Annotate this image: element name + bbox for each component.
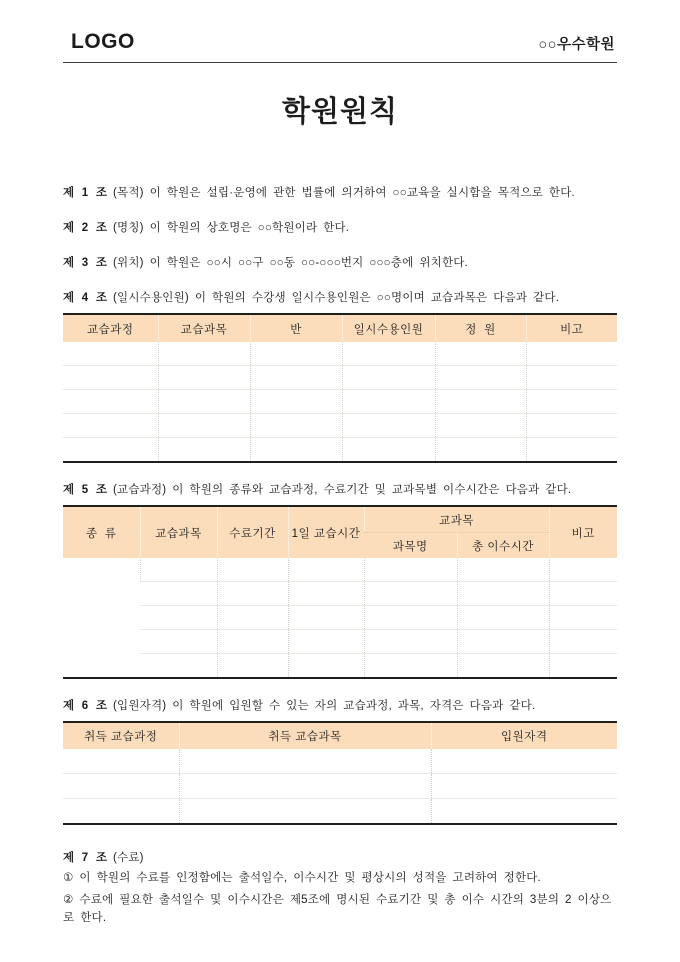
table-cell bbox=[140, 630, 217, 654]
admission-header-subject: 취득 교습과목 bbox=[179, 722, 431, 749]
table-row bbox=[63, 414, 617, 438]
table-cell bbox=[158, 390, 250, 414]
table-cell bbox=[140, 558, 217, 582]
table-cell bbox=[457, 654, 549, 679]
table-cell bbox=[140, 606, 217, 630]
table-cell bbox=[435, 366, 526, 390]
article-6-number: 제 6 조 bbox=[63, 700, 109, 712]
table-cell bbox=[158, 342, 250, 366]
article-2-number: 제 2 조 bbox=[63, 222, 109, 234]
table-row bbox=[63, 774, 617, 799]
table-cell bbox=[288, 582, 364, 606]
table-cell bbox=[63, 390, 158, 414]
table-cell bbox=[549, 558, 617, 582]
table-cell bbox=[179, 799, 431, 825]
table-row bbox=[63, 606, 617, 630]
table-cell bbox=[549, 654, 617, 679]
article-5-text: (교습과정) 이 학원의 종류와 교습과정, 수료기간 및 교과목별 이수시간은 다음과 같다. bbox=[113, 484, 572, 496]
logo-text: LOGO bbox=[71, 30, 135, 53]
table-row bbox=[63, 438, 617, 463]
table-cell bbox=[526, 342, 617, 366]
table-cell bbox=[63, 749, 179, 774]
academy-name: ○○우수학원 bbox=[538, 37, 615, 53]
table-row bbox=[63, 342, 617, 366]
capacity-header-note: 비고 bbox=[526, 314, 617, 342]
course-header-subject-group: 교과목 bbox=[364, 506, 549, 533]
table-cell bbox=[342, 438, 435, 463]
article-7-heading bbox=[63, 851, 617, 865]
course-table-header-row-1 bbox=[63, 506, 617, 533]
table-cell bbox=[435, 438, 526, 463]
table-row bbox=[63, 799, 617, 825]
table-cell bbox=[217, 558, 288, 582]
table-cell bbox=[217, 630, 288, 654]
course-header-daily-hours: 1일 교습시간 bbox=[288, 506, 364, 558]
table-cell bbox=[288, 558, 364, 582]
article-4-number: 제 4 조 bbox=[63, 292, 109, 304]
table-cell bbox=[364, 558, 457, 582]
table-cell bbox=[179, 774, 431, 799]
course-header-subject: 교습과목 bbox=[140, 506, 217, 558]
page-title: 학원원칙 bbox=[281, 96, 399, 128]
table-cell bbox=[526, 414, 617, 438]
table-cell bbox=[63, 774, 179, 799]
article-2 bbox=[63, 221, 617, 235]
article-5 bbox=[63, 483, 617, 497]
article-6 bbox=[63, 699, 617, 713]
article-4 bbox=[63, 291, 617, 305]
table-cell bbox=[342, 414, 435, 438]
table-cell bbox=[435, 414, 526, 438]
article-3-text: (위치) 이 학원은 ○○시 ○○구 ○○동 ○○-○○○번지 ○○○층에 위치한다. bbox=[113, 257, 468, 269]
table-cell bbox=[288, 630, 364, 654]
admission-table-header-row bbox=[63, 722, 617, 749]
table-cell bbox=[549, 630, 617, 654]
table-cell bbox=[63, 366, 158, 390]
table-cell bbox=[457, 630, 549, 654]
table-cell bbox=[250, 342, 342, 366]
course-header-subject-name: 과목명 bbox=[364, 533, 457, 559]
article-7-text: (수료) bbox=[113, 852, 144, 864]
table-cell bbox=[526, 390, 617, 414]
table-cell bbox=[431, 799, 617, 825]
table-cell bbox=[457, 558, 549, 582]
course-header-note: 비고 bbox=[549, 506, 617, 558]
table-cell bbox=[63, 438, 158, 463]
table-cell bbox=[250, 414, 342, 438]
table-cell bbox=[342, 390, 435, 414]
admission-header-course: 취득 교습과정 bbox=[63, 722, 179, 749]
table-cell bbox=[250, 390, 342, 414]
table-cell bbox=[549, 582, 617, 606]
table-cell bbox=[342, 366, 435, 390]
table-cell bbox=[549, 606, 617, 630]
table-cell bbox=[250, 438, 342, 463]
table-cell bbox=[431, 749, 617, 774]
capacity-table bbox=[63, 313, 617, 463]
article-1-number: 제 1 조 bbox=[63, 187, 109, 199]
table-cell bbox=[288, 606, 364, 630]
table-cell-merged bbox=[63, 558, 140, 678]
article-7-clause-1: ① 이 학원의 수료를 인정함에는 출석일수, 이수시간 및 평상시의 성적을 고려하여 정한다. bbox=[63, 872, 541, 884]
capacity-header-course: 교습과정 bbox=[63, 314, 158, 342]
table-cell bbox=[435, 342, 526, 366]
table-cell bbox=[364, 630, 457, 654]
capacity-table-header-row bbox=[63, 314, 617, 342]
table-cell bbox=[63, 414, 158, 438]
table-row bbox=[63, 654, 617, 679]
course-header-period: 수료기간 bbox=[217, 506, 288, 558]
capacity-header-class: 반 bbox=[250, 314, 342, 342]
table-cell bbox=[288, 654, 364, 679]
admission-header-qualification: 입원자격 bbox=[431, 722, 617, 749]
table-cell bbox=[179, 749, 431, 774]
table-cell bbox=[217, 606, 288, 630]
course-header-total-hours: 총 이수시간 bbox=[457, 533, 549, 559]
table-cell bbox=[435, 390, 526, 414]
article-1 bbox=[63, 186, 617, 200]
table-row bbox=[63, 366, 617, 390]
table-cell bbox=[364, 654, 457, 679]
document-header bbox=[63, 26, 617, 63]
article-4-text: (일시수용인원) 이 학원의 수강생 일시수용인원은 ○○명이며 교습과목은 다음과 같다. bbox=[113, 292, 560, 304]
table-row bbox=[63, 558, 617, 582]
article-2-text: (명칭) 이 학원의 상호명은 ○○학원이라 한다. bbox=[113, 222, 350, 234]
table-cell bbox=[63, 799, 179, 825]
table-cell bbox=[140, 654, 217, 679]
article-5-number: 제 5 조 bbox=[63, 484, 109, 496]
article-7-clause-2: ② 수료에 필요한 출석일수 및 이수시간은 제5조에 명시된 수료기간 및 총 이수 시간의 3분의 2 이상으로 한다. bbox=[63, 894, 612, 924]
table-cell bbox=[364, 582, 457, 606]
table-row bbox=[63, 630, 617, 654]
table-cell bbox=[526, 438, 617, 463]
course-table bbox=[63, 505, 617, 679]
table-cell bbox=[158, 414, 250, 438]
table-row bbox=[63, 749, 617, 774]
table-cell bbox=[217, 582, 288, 606]
table-cell bbox=[140, 582, 217, 606]
table-cell bbox=[457, 582, 549, 606]
table-cell bbox=[457, 606, 549, 630]
table-cell bbox=[158, 366, 250, 390]
article-6-text: (입원자격) 이 학원에 입원할 수 있는 자의 교습과정, 과목, 자격은 다음과 같다. bbox=[113, 700, 536, 712]
table-row bbox=[63, 390, 617, 414]
table-cell bbox=[526, 366, 617, 390]
article-7-number: 제 7 조 bbox=[63, 852, 109, 864]
capacity-header-quota: 정 원 bbox=[435, 314, 526, 342]
article-3 bbox=[63, 256, 617, 270]
admission-table bbox=[63, 721, 617, 825]
article-3-number: 제 3 조 bbox=[63, 257, 109, 269]
article-1-text: (목적) 이 학원은 설립·운영에 관한 법률에 의거하여 ○○교육을 실시함을 목적으로 한다. bbox=[113, 187, 575, 199]
table-row bbox=[63, 582, 617, 606]
table-cell bbox=[158, 438, 250, 463]
course-header-type: 종 류 bbox=[63, 506, 140, 558]
article-7 bbox=[63, 851, 617, 927]
capacity-header-temp-capacity: 일시수용인원 bbox=[342, 314, 435, 342]
table-cell bbox=[250, 366, 342, 390]
table-cell bbox=[63, 342, 158, 366]
table-cell bbox=[342, 342, 435, 366]
table-cell bbox=[431, 774, 617, 799]
table-cell bbox=[364, 606, 457, 630]
table-cell bbox=[217, 654, 288, 679]
capacity-header-subject: 교습과목 bbox=[158, 314, 250, 342]
